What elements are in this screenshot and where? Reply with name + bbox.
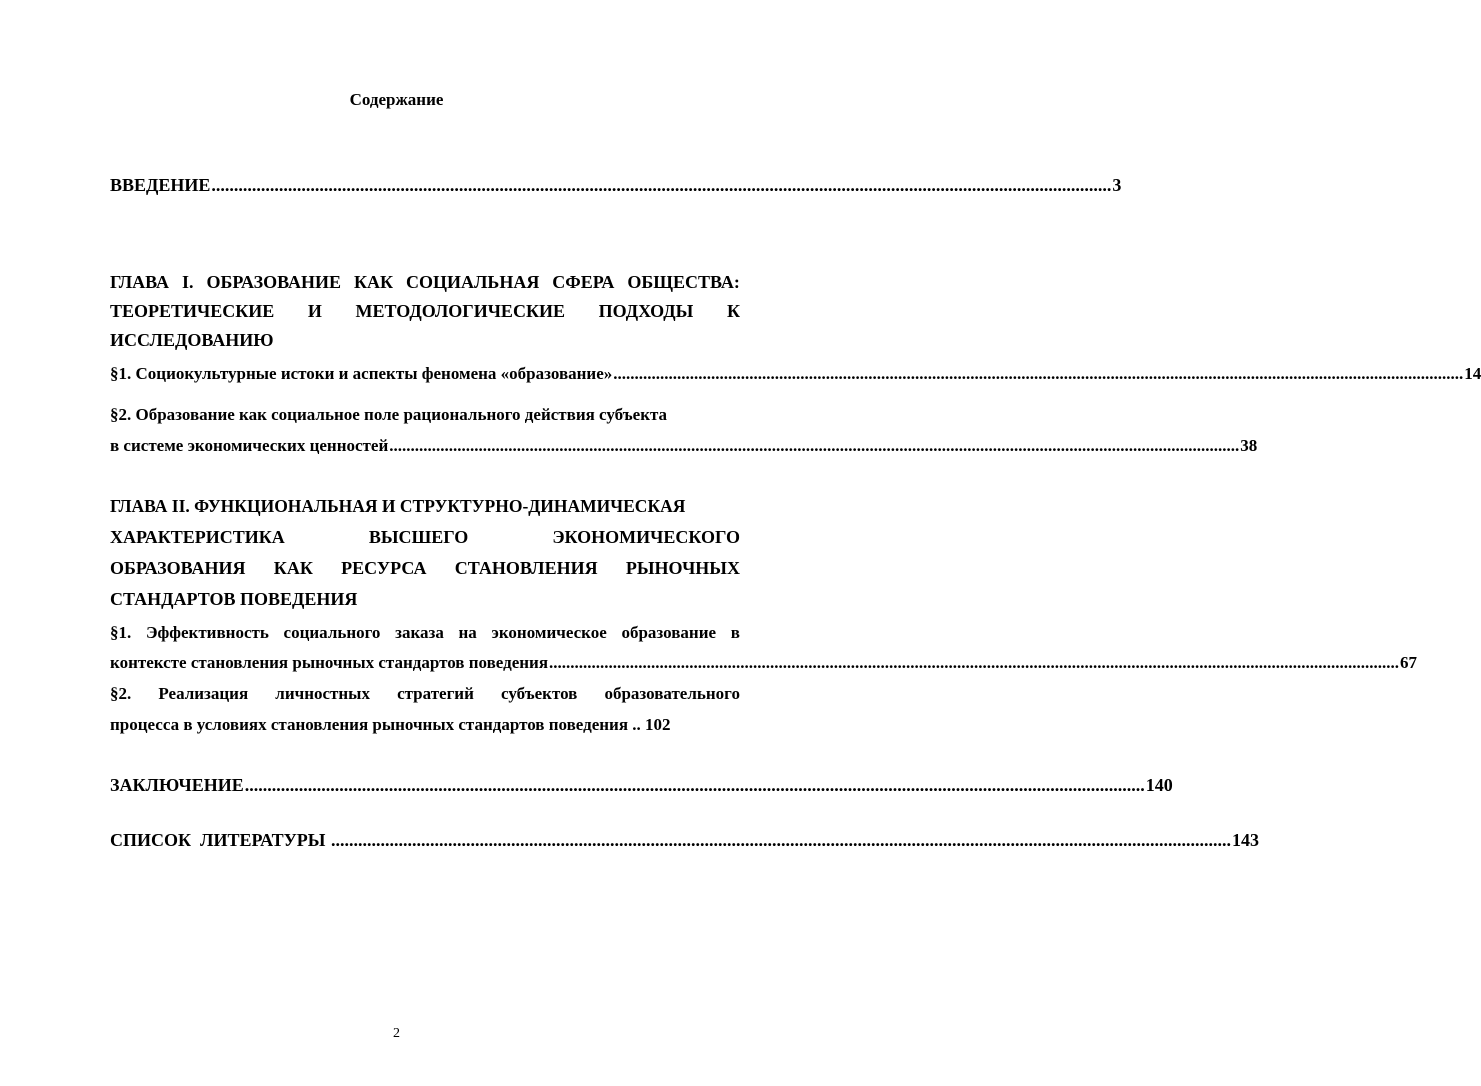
page-title: Содержание (349, 90, 444, 109)
toc-word: МЕТОДОЛОГИЧЕСКИЕ (355, 301, 565, 321)
toc-entry-page: 38 (1240, 436, 1258, 455)
toc-entry-ch1-s2-line1[interactable]: §2. Образование как социальное поле рационального действия субъекта (110, 405, 668, 424)
toc-word: СОЦИАЛЬНАЯ (406, 272, 540, 292)
toc-word: СФЕРА (552, 272, 615, 292)
toc-word: образование (621, 623, 717, 642)
toc-entry-label: СПИСОК ЛИТЕРАТУРЫ (110, 830, 330, 850)
toc-word: РЫНОЧНЫХ (625, 558, 740, 578)
toc-chapter1-line2[interactable] (110, 297, 740, 325)
toc-word: ОБЩЕСТВА: (627, 272, 740, 292)
toc-word: КАК (273, 558, 313, 578)
toc-entry-ch1-s2-line2[interactable] (110, 432, 1258, 460)
toc-word: ГЛАВА (110, 272, 170, 292)
toc-word: субъектов (501, 684, 578, 703)
toc-word: К (726, 301, 740, 321)
toc-word: §2. (110, 684, 132, 703)
toc-entry-label: в системе экономических ценностей (110, 436, 389, 455)
toc-word: социального (283, 623, 381, 642)
toc-word: РЕСУРСА (341, 558, 427, 578)
toc-word: I. (181, 272, 194, 292)
toc-leader-dots: ........................................................................................................................................................................................................ (613, 364, 1464, 383)
toc-word: личностных (275, 684, 370, 703)
toc-word: ВЫСШЕГО (368, 527, 469, 547)
toc-entry-conclusion[interactable] (110, 771, 1173, 799)
toc-word: заказа (395, 623, 444, 642)
toc-entry-references[interactable] (110, 826, 1259, 854)
toc-chapter2-line2[interactable] (110, 523, 740, 551)
toc-word: ОБРАЗОВАНИЯ (110, 558, 246, 578)
toc-word: Реализация (158, 684, 249, 703)
toc-entry-label: ВВЕДЕНИЕ (110, 175, 211, 195)
toc-entry-label: контексте становления рыночных стандартов поведения (110, 653, 549, 672)
toc-entry-page: 143 (1231, 830, 1259, 850)
toc-entry-page: 140 (1145, 775, 1173, 795)
toc-word: ТЕОРЕТИЧЕСКИЕ (110, 301, 275, 321)
toc-word: на (458, 623, 477, 642)
toc-entry-page: 14 (1464, 364, 1481, 383)
toc-word: образовательного (604, 684, 740, 703)
toc-word: в (730, 623, 740, 642)
toc-entry-label: ЗАКЛЮЧЕНИЕ (110, 775, 244, 795)
toc-word: Эффективность (145, 623, 269, 642)
toc-word: экономическое (491, 623, 607, 642)
toc-chapter1-line1[interactable] (110, 268, 740, 296)
toc-word: ОБРАЗОВАНИЕ (206, 272, 341, 292)
toc-entry-page: 3 (1112, 175, 1122, 195)
toc-entry-ch2-s1-line1[interactable] (110, 619, 740, 647)
toc-chapter1-line3[interactable]: ИССЛЕДОВАНИЮ (110, 330, 274, 350)
toc-word: стратегий (397, 684, 474, 703)
toc-entry-ch2-s2-line1[interactable] (110, 680, 740, 708)
page-number: 2 (393, 1026, 400, 1041)
toc-entry-introduction[interactable] (110, 171, 1122, 199)
toc-word: СТАНОВЛЕНИЯ (454, 558, 598, 578)
toc-word: ХАРАКТЕРИСТИКА (110, 527, 285, 547)
toc-entry-ch2-s2-line2[interactable]: процесса в условиях становления рыночных стандартов поведения .. 102 (110, 715, 671, 734)
toc-word: §1. (110, 623, 132, 642)
toc-leader-dots: ........................................................................................................................................................................................................ (389, 436, 1240, 455)
toc-entry-label: §1. Социокультурные истоки и аспекты феномена «образование» (110, 364, 613, 383)
toc-word: И (307, 301, 322, 321)
toc-entry-ch1-s1[interactable] (110, 360, 1481, 388)
toc-word: КАК (353, 272, 394, 292)
toc-leader-dots: ........................................................................................................................................................................................................ (211, 175, 1112, 195)
toc-leader-dots: ........................................................................................................................................................................................................ (244, 775, 1145, 795)
toc-word: ЭКОНОМИЧЕСКОГО (552, 527, 740, 547)
toc-entry-ch2-s1-line2[interactable] (110, 649, 1418, 677)
toc-word: ПОДХОДЫ (598, 301, 694, 321)
toc-leader-dots: ........................................................................................................................................................................................................ (330, 830, 1231, 850)
toc-chapter2-line4[interactable]: СТАНДАРТОВ ПОВЕДЕНИЯ (110, 589, 358, 609)
toc-leader-dots: ........................................................................................................................................................................................................ (549, 653, 1400, 672)
toc-chapter2-line1[interactable]: ГЛАВА II. ФУНКЦИОНАЛЬНАЯ И СТРУКТУРНО-ДИНАМИЧЕСКАЯ (110, 496, 686, 516)
toc-chapter2-line3[interactable] (110, 554, 740, 582)
toc-entry-page: 67 (1400, 653, 1418, 672)
